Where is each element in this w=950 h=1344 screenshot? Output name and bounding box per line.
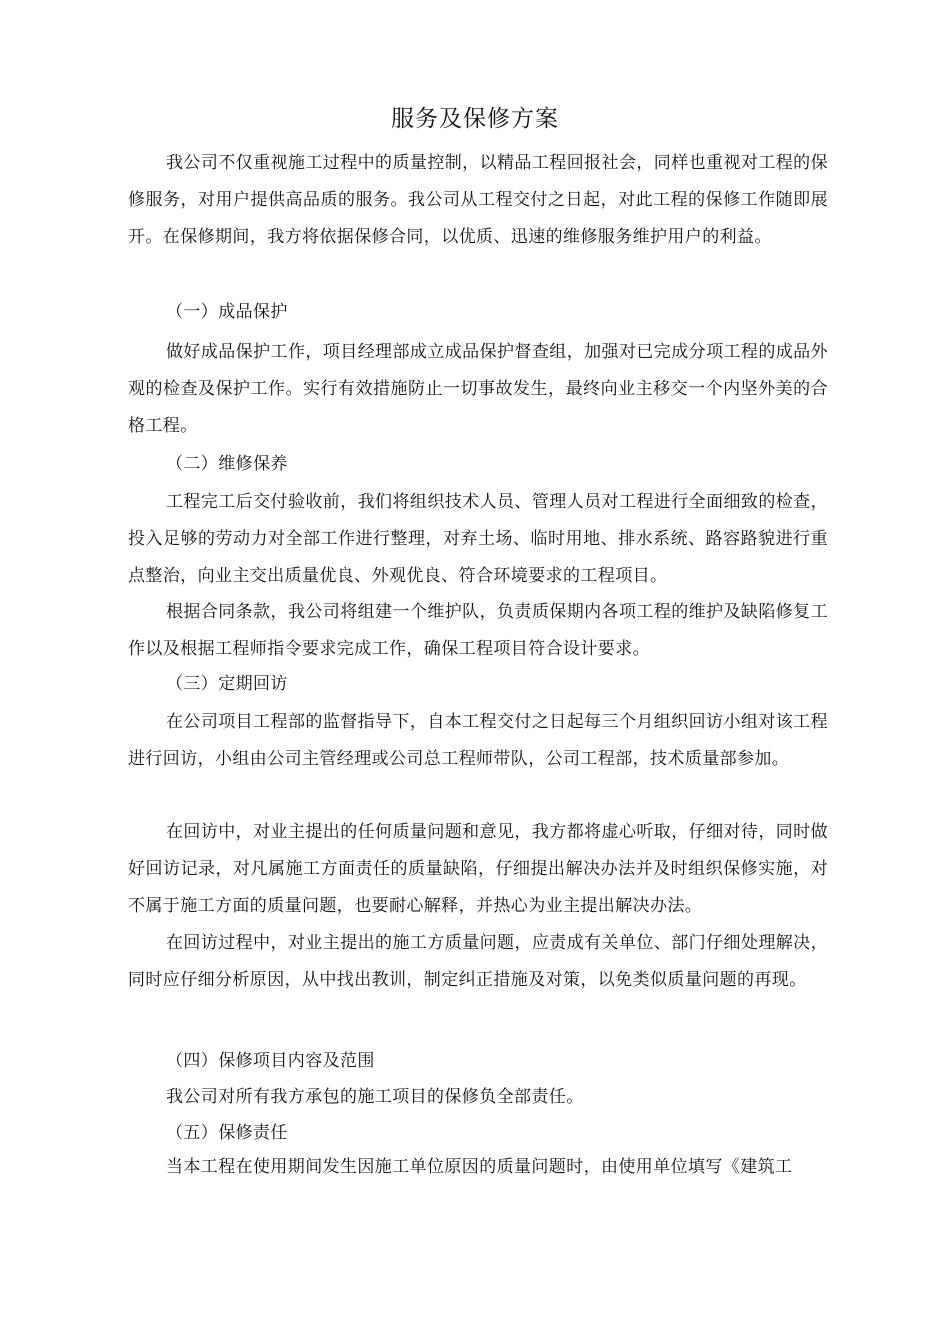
intro-paragraph: 我公司不仅重视施工过程中的质量控制，以精品工程回报社会，同样也重视对工程的保修服务，对用户提供高品质的服务。我公司从工程交付之日起，对此工程的保修工作随即展开。在保修期间，我方将依据保修合同，以优质、迅速的维修服务维护用户的利益。: [128, 153, 828, 247]
section-5-paragraph-1: 当本工程在使用期间发生因施工单位原因的质量问题时，由使用单位填写《建筑工: [166, 1157, 793, 1177]
document-title: 服务及保修方案: [391, 106, 559, 132]
section-heading-5: （五）保修责任: [166, 1123, 288, 1143]
section-3-paragraph-1: 在公司项目工程部的监督指导下，自本工程交付之日起每三个月组织回访小组对该工程进行回访，小组由公司主管经理或公司总工程师带队，公司工程部，技术质量部参加。: [128, 712, 828, 769]
section-heading-4: （四）保修项目内容及范围: [166, 1051, 375, 1071]
section-heading-1: （一）成品保护: [166, 302, 288, 322]
section-2-paragraph-1: 工程完工后交付验收前，我们将组织技术人员、管理人员对工程进行全面细致的检查，投入足够的劳动力对全部工作进行整理，对弃土场、临时用地、排水系统、路容路貌进行重点整治，向业主交出质量优良、外观优良、符合环境要求的工程项目。: [128, 492, 828, 586]
section-3-paragraph-2: 在回访中，对业主提出的任何质量问题和意见，我方都将虚心听取，仔细对待，同时做好回访记录，对凡属施工方面责任的质量缺陷，仔细提出解决办法并及时组织保修实施，对不属于施工方面的质量问题，也要耐心解释，并热心为业主提出解决办法。: [128, 822, 828, 916]
section-heading-2: （二）维修保养: [166, 454, 288, 474]
section-1-paragraph-1: 做好成品保护工作，项目经理部成立成品保护督查组，加强对已完成分项工程的成品外观的检查及保护工作。实行有效措施防止一切事故发生，最终向业主移交一个内坚外美的合格工程。: [128, 342, 828, 436]
section-4-paragraph-1: 我公司对所有我方承包的施工项目的保修负全部责任。: [166, 1087, 584, 1107]
section-2-paragraph-2: 根据合同条款，我公司将组建一个维护队，负责质保期内各项工程的维护及缺陷修复工作以及根据工程师指令要求完成工作，确保工程项目符合设计要求。: [128, 602, 828, 659]
section-heading-3: （三）定期回访: [166, 674, 288, 694]
section-3-paragraph-3: 在回访过程中，对业主提出的施工方质量问题，应责成有关单位、部门仔细处理解决，同时应仔细分析原因，从中找出教训，制定纠正措施及对策，以免类似质量问题的再现。: [128, 933, 828, 990]
